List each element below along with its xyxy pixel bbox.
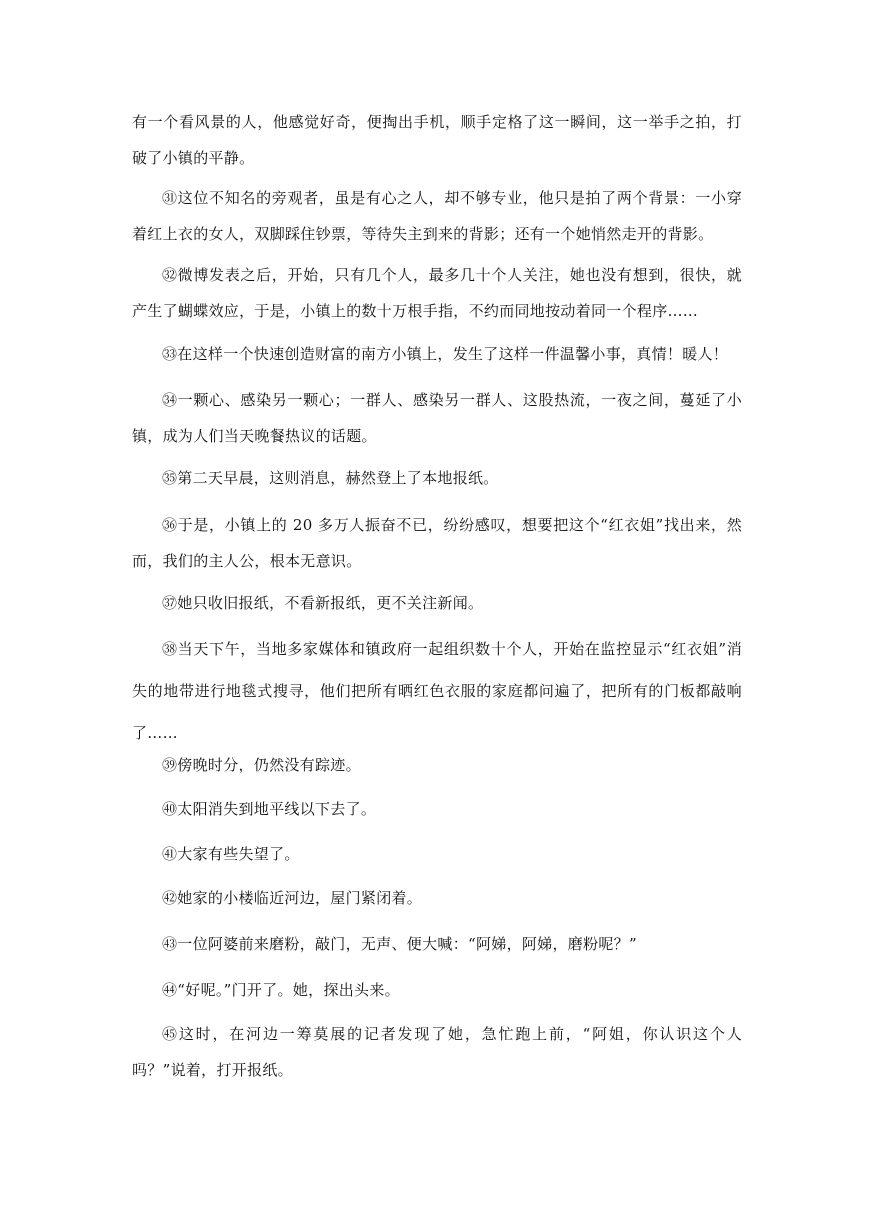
paragraph-32: ㉜微博发表之后，开始，只有几个人，最多几十个人关注，她也没有想到，很快，就产生了蝴蝶效应，于是，小镇上的数十万根手指，不约而同地按动着同一个程序……	[132, 266, 742, 320]
paragraph-41: ㊶大家有些失望了。	[162, 845, 300, 863]
paragraph-38: ㊳当天下午，当地多家媒体和镇政府一起组织数十个人，开始在监控显示“红衣姐”消失的地带进行地毯式搜寻，他们把所有晒红色衣服的家庭都问遍了，把所有的门板都敲响了……	[132, 640, 742, 742]
paragraph-34: ㉞一颗心、感染另一颗心；一群人、感染另一群人、这股热流，一夜之间，蔓延了小镇，成为人们当天晚餐热议的话题。	[132, 391, 742, 445]
paragraph-43: ㊸一位阿婆前来磨粉，敲门，无声、便大喊：“阿娣，阿娣，磨粉呢？”	[162, 935, 637, 953]
paragraph-42: ㊷她家的小楼临近河边，屋门紧闭着。	[162, 889, 423, 907]
paragraph-33: ㉝在这样一个快速创造财富的南方小镇上，发生了这样一件温馨小事，真情！暖人！	[162, 345, 729, 363]
paragraph-continued: 有一个看风景的人，他感觉好奇，便掏出手机，顺手定格了这一瞬间，这一举手之拍，打破了小镇的平静。	[132, 113, 742, 167]
paragraph-35: ㉟第二天早晨，这则消息，赫然登上了本地报纸。	[162, 469, 499, 487]
paragraph-40: ㊵太阳消失到地平线以下去了。	[162, 800, 377, 818]
paragraph-44: ㊹“好呢。”门开了。她，探出头来。	[162, 981, 400, 999]
paragraph-37: ㊲她只收旧报纸，不看新报纸，更不关注新闻。	[162, 594, 484, 612]
paragraph-39: ㊴傍晚时分，仍然没有踪迹。	[162, 756, 361, 774]
paragraph-31: ㉛这位不知名的旁观者，虽是有心之人，却不够专业，他只是拍了两个背景：一小穿着红上衣的女人，双脚踩住钞票，等待失主到来的背影；还有一个她悄然走开的背影。	[132, 189, 742, 243]
paragraph-36: ㊱于是，小镇上的 20 多万人振奋不已，纷纷感叹，想要把这个“红衣姐”找出来，然而，我们的主人公，根本无意识。	[132, 516, 742, 570]
paragraph-45: ㊺这时，在河边一筹莫展的记者发现了她，急忙跑上前，“阿姐，你认识这个人吗？”说着，打开报纸。	[132, 1025, 742, 1079]
